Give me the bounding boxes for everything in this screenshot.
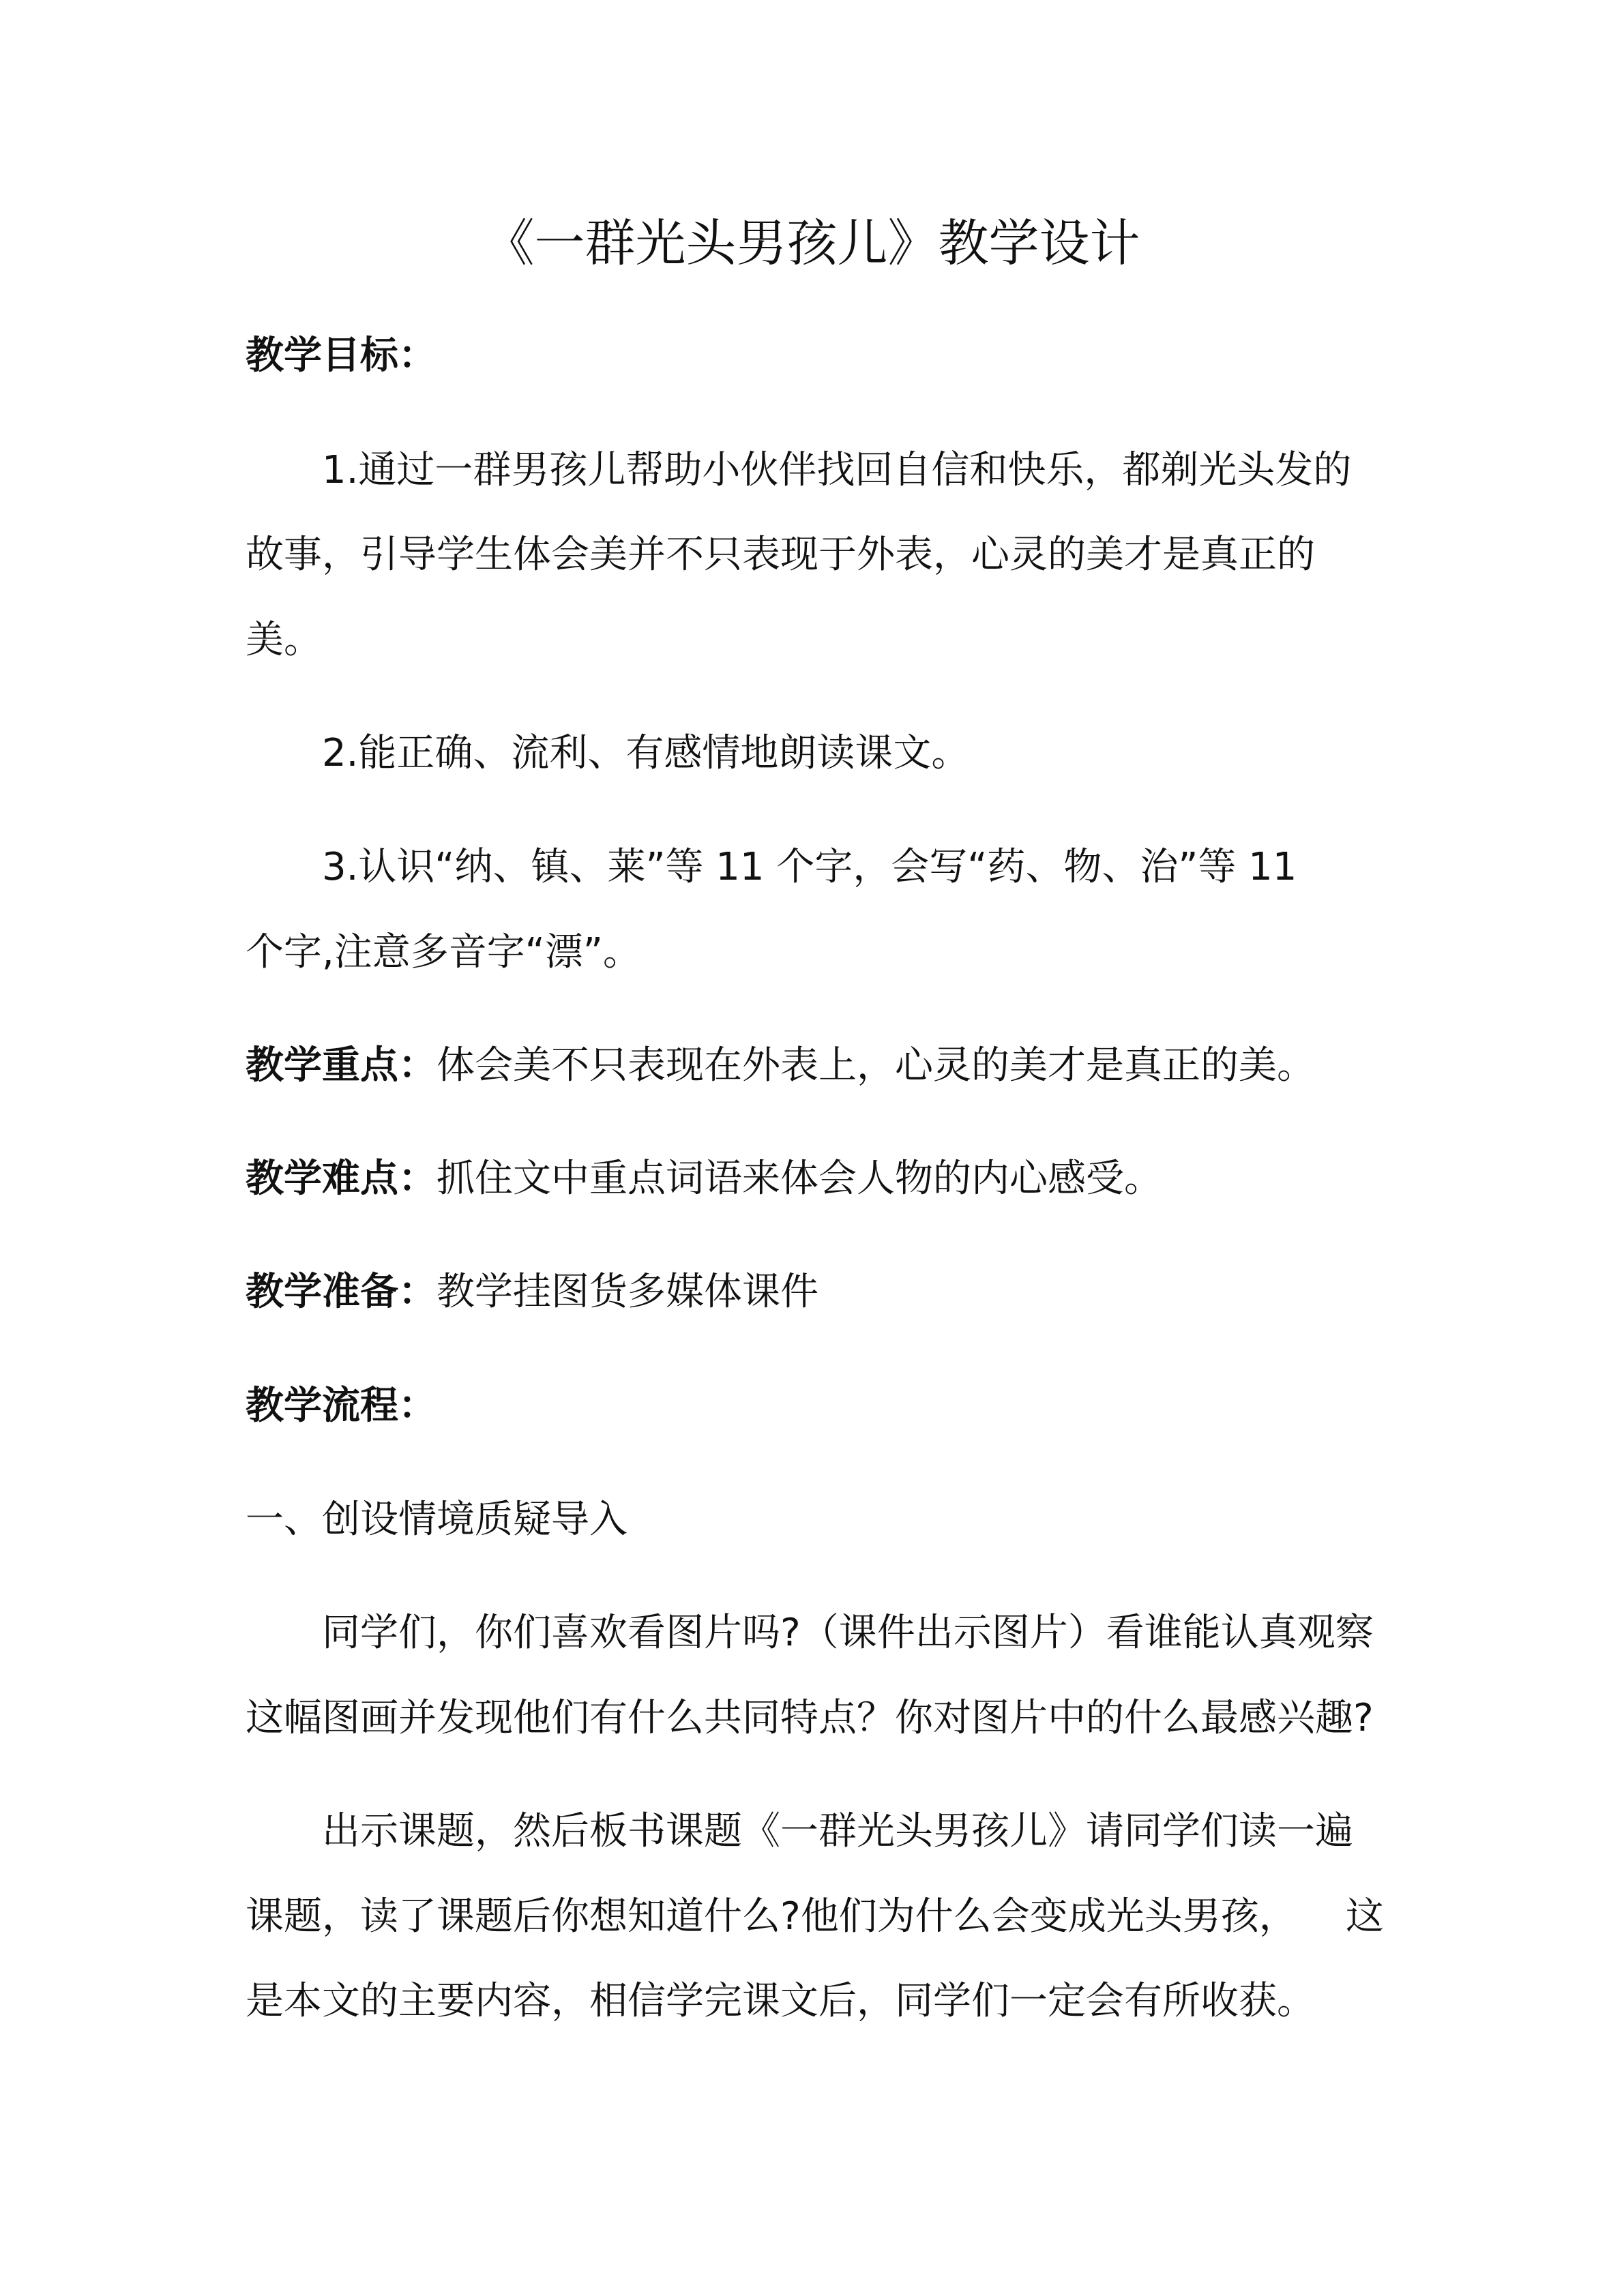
difficulty-label: 教学难点： <box>246 1157 437 1201</box>
section-1-para-1-line-2: 这幅图画并发现他们有什么共同特点？你对图片中的什么最感兴趣? <box>246 1696 1374 1740</box>
objective-1-line-2: 故事，引导学生体会美并不只表现于外表，心灵的美才是真正的 <box>246 533 1315 577</box>
preparation-text: 教学挂图货多媒体课件 <box>437 1270 818 1314</box>
key-point-label: 教学重点： <box>246 1043 437 1088</box>
key-point <box>246 1044 1315 1088</box>
key-point-text: 体会美不只表现在外表上，心灵的美才是真正的美。 <box>437 1043 1315 1088</box>
difficulty <box>246 1157 1162 1201</box>
document-title: 《一群光头男孩儿》教学设计 <box>484 214 1140 273</box>
objective-2: 2.能正确、流利、有感情地朗读课文。 <box>322 731 970 775</box>
objectives-heading: 教学目标： <box>246 333 437 378</box>
preparation-label: 教学准备： <box>246 1270 437 1314</box>
objective-1-line-1: 1.通过一群男孩儿帮助小伙伴找回自信和快乐，都剃光头发的 <box>322 448 1352 492</box>
section-1-para-2-line-3: 是本文的主要内容，相信学完课文后，同学们一定会有所收获。 <box>246 1979 1315 2023</box>
section-1-para-2-line-1: 出示课题，然后板书课题《一群光头男孩儿》请同学们读一遍 <box>322 1809 1353 1853</box>
difficulty-text: 抓住文中重点词语来体会人物的内心感受。 <box>437 1157 1162 1201</box>
objective-3-line-2: 个字,注意多音字“漂”。 <box>246 930 641 974</box>
preparation <box>246 1270 818 1314</box>
process-heading: 教学流程： <box>246 1384 437 1428</box>
objective-3-line-1: 3.认识“纳、镇、莱”等 11 个字，会写“药、物、治”等 11 <box>322 845 1297 889</box>
section-1-para-2-line-2: 课题，读了课题后你想知道什么?他们为什么会变成光头男孩， 这 <box>246 1894 1384 1939</box>
section-1-heading: 一、创设情境质疑导入 <box>246 1497 628 1542</box>
objective-1-line-3: 美。 <box>246 618 322 662</box>
section-1-para-1-line-1: 同学们，你们喜欢看图片吗?（课件出示图片）看谁能认真观察 <box>322 1611 1374 1655</box>
